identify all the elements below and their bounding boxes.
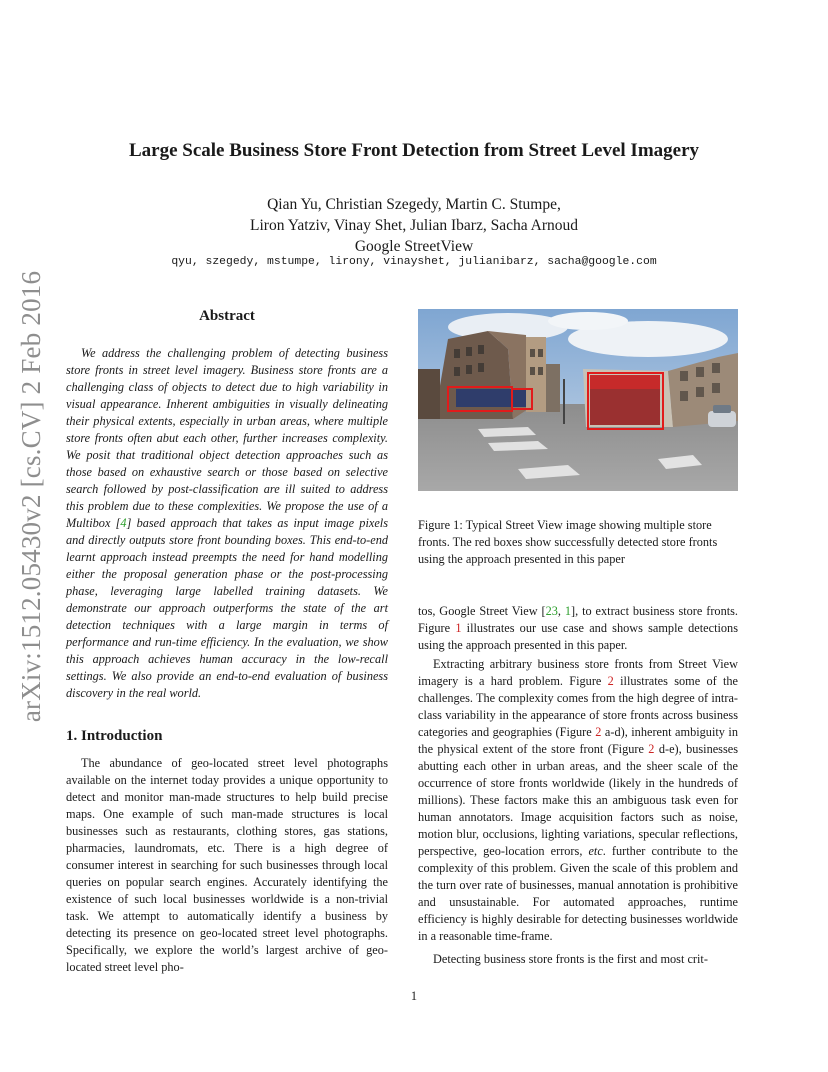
citation-link[interactable]: 4	[120, 516, 127, 530]
figure-reference-link[interactable]: 2	[595, 725, 602, 739]
introduction-text: The abundance of geo-located street level photographs available on the internet today provides a unique opportunity to detect and monitor man-made structures to help build precise maps. One example of such man-made structures is local businesses such as restaurants, clothing stores, gas stations, pharmacies, laundromats, etc. There is a high degree of consumer interest in searching for such businesses through local queries on popular search engines. Accurately identifying the existence of such local businesses worldwide is a non-trivial task. We attempt to automatically identify a business by detecting its presence on geo-located street level photographs. Specifically, we explore the world’s largest archive of geo-located street level pho-	[66, 756, 388, 974]
author-block	[0, 194, 828, 257]
figure-caption: Figure 1: Typical Street View image showing multiple store fronts. The red boxes show successfully detected store fronts using the approach presented in this paper	[418, 518, 718, 566]
authors-line-2: Liron Yatziv, Vinay Shet, Julian Ibarz, Sacha Arnoud	[250, 217, 578, 234]
arxiv-id: arXiv:1512.05430v2 [cs.CV] 2 Feb 2016	[16, 270, 47, 722]
abstract-text: We address the challenging problem of detecting business store fronts in street level imagery. Business store fronts are a challenging class of objects to detect due to high variability in visual appearance. Inherent ambiguities in visually delineating their physical extents, especially in urban areas, where multiple store fronts often abut each other, further increases complexity. We posit that traditional object detection approaches such as those based on exhaustive search or those based on selective search followed by post-classification are ill suited to address this problem due to these complexities. We propose the use of a Multibox [4] based approach that takes as input image pixels and directly outputs store front bounding boxes. This end-to-end learnt approach instead preempts the need for hand modelling either the proposal generation phase or the post-processing phase, leveraging large labelled training datasets. We demonstrate our approach outperforms the state of the art detection techniques with a large margin in terms of performance and run-time efficiency. In the evaluation, we show this approach achieves human accuracy in the low-recall settings. We also provide an end-to-end evaluation of business discovery in the real world.	[66, 346, 388, 700]
street-scene-illustration	[418, 309, 738, 491]
abstract-heading: Abstract	[199, 308, 255, 324]
paragraph-3: Detecting business store fronts is the first and most crit-	[433, 952, 708, 966]
figure-reference-link[interactable]: 2	[648, 742, 655, 756]
author-emails: qyu, szegedy, mstumpe, lirony, vinayshet, julianibarz, sacha@google.com	[171, 256, 657, 268]
paragraph-2: Extracting arbitrary business store fronts from Street View imagery is a hard problem. Figure 2 illustrates some of the challenges. The complexity comes from the high degree of intra-class variability in the appearance of store fronts across business categories and geographies (Figure 2 a-d), inherent ambiguity in the physical extent of the store front (Figure 2 d-e), businesses abutting each other in urban areas, and the sheer scale of the occurrence of store fronts worldwide (likely in the hundreds of millions). These factors make this an ambiguous task even for human annotators. Image acquisition factors such as noise, motion blur, occlusions, lighting variations, specular reflections, perspective, geo-location errors, etc. further contribute to the complexity of this problem. Given the scale of this problem and the turn over rate of businesses, manual annotation is prohibitive and unsustainable. For automated approaches, runtime efficiency is highly desirable for detecting businesses worldwide in a reasonable time-frame.	[418, 657, 738, 943]
figure-reference-link[interactable]: 2	[607, 674, 614, 688]
citation-link[interactable]: 23	[545, 604, 558, 618]
figure-street-view-image	[418, 309, 738, 491]
citation-link[interactable]: 1	[564, 604, 572, 618]
paragraph-1: tos, Google Street View [23, 1], to extract business store fronts. Figure 1 illustrates our use case and shows sample detections using the approach presented in this paper.	[418, 604, 738, 652]
figure-reference-link[interactable]: 1	[455, 621, 462, 635]
arxiv-sidebar-stamp	[16, 262, 48, 730]
affiliation: Google StreetView	[354, 238, 474, 255]
page-number: 1	[410, 989, 418, 1003]
section-heading-introduction: 1. Introduction	[66, 728, 163, 744]
authors-line-1: Qian Yu, Christian Szegedy, Martin C. Stumpe,	[267, 196, 561, 213]
paper-title: Large Scale Business Store Front Detection from Street Level Imagery	[128, 140, 700, 161]
